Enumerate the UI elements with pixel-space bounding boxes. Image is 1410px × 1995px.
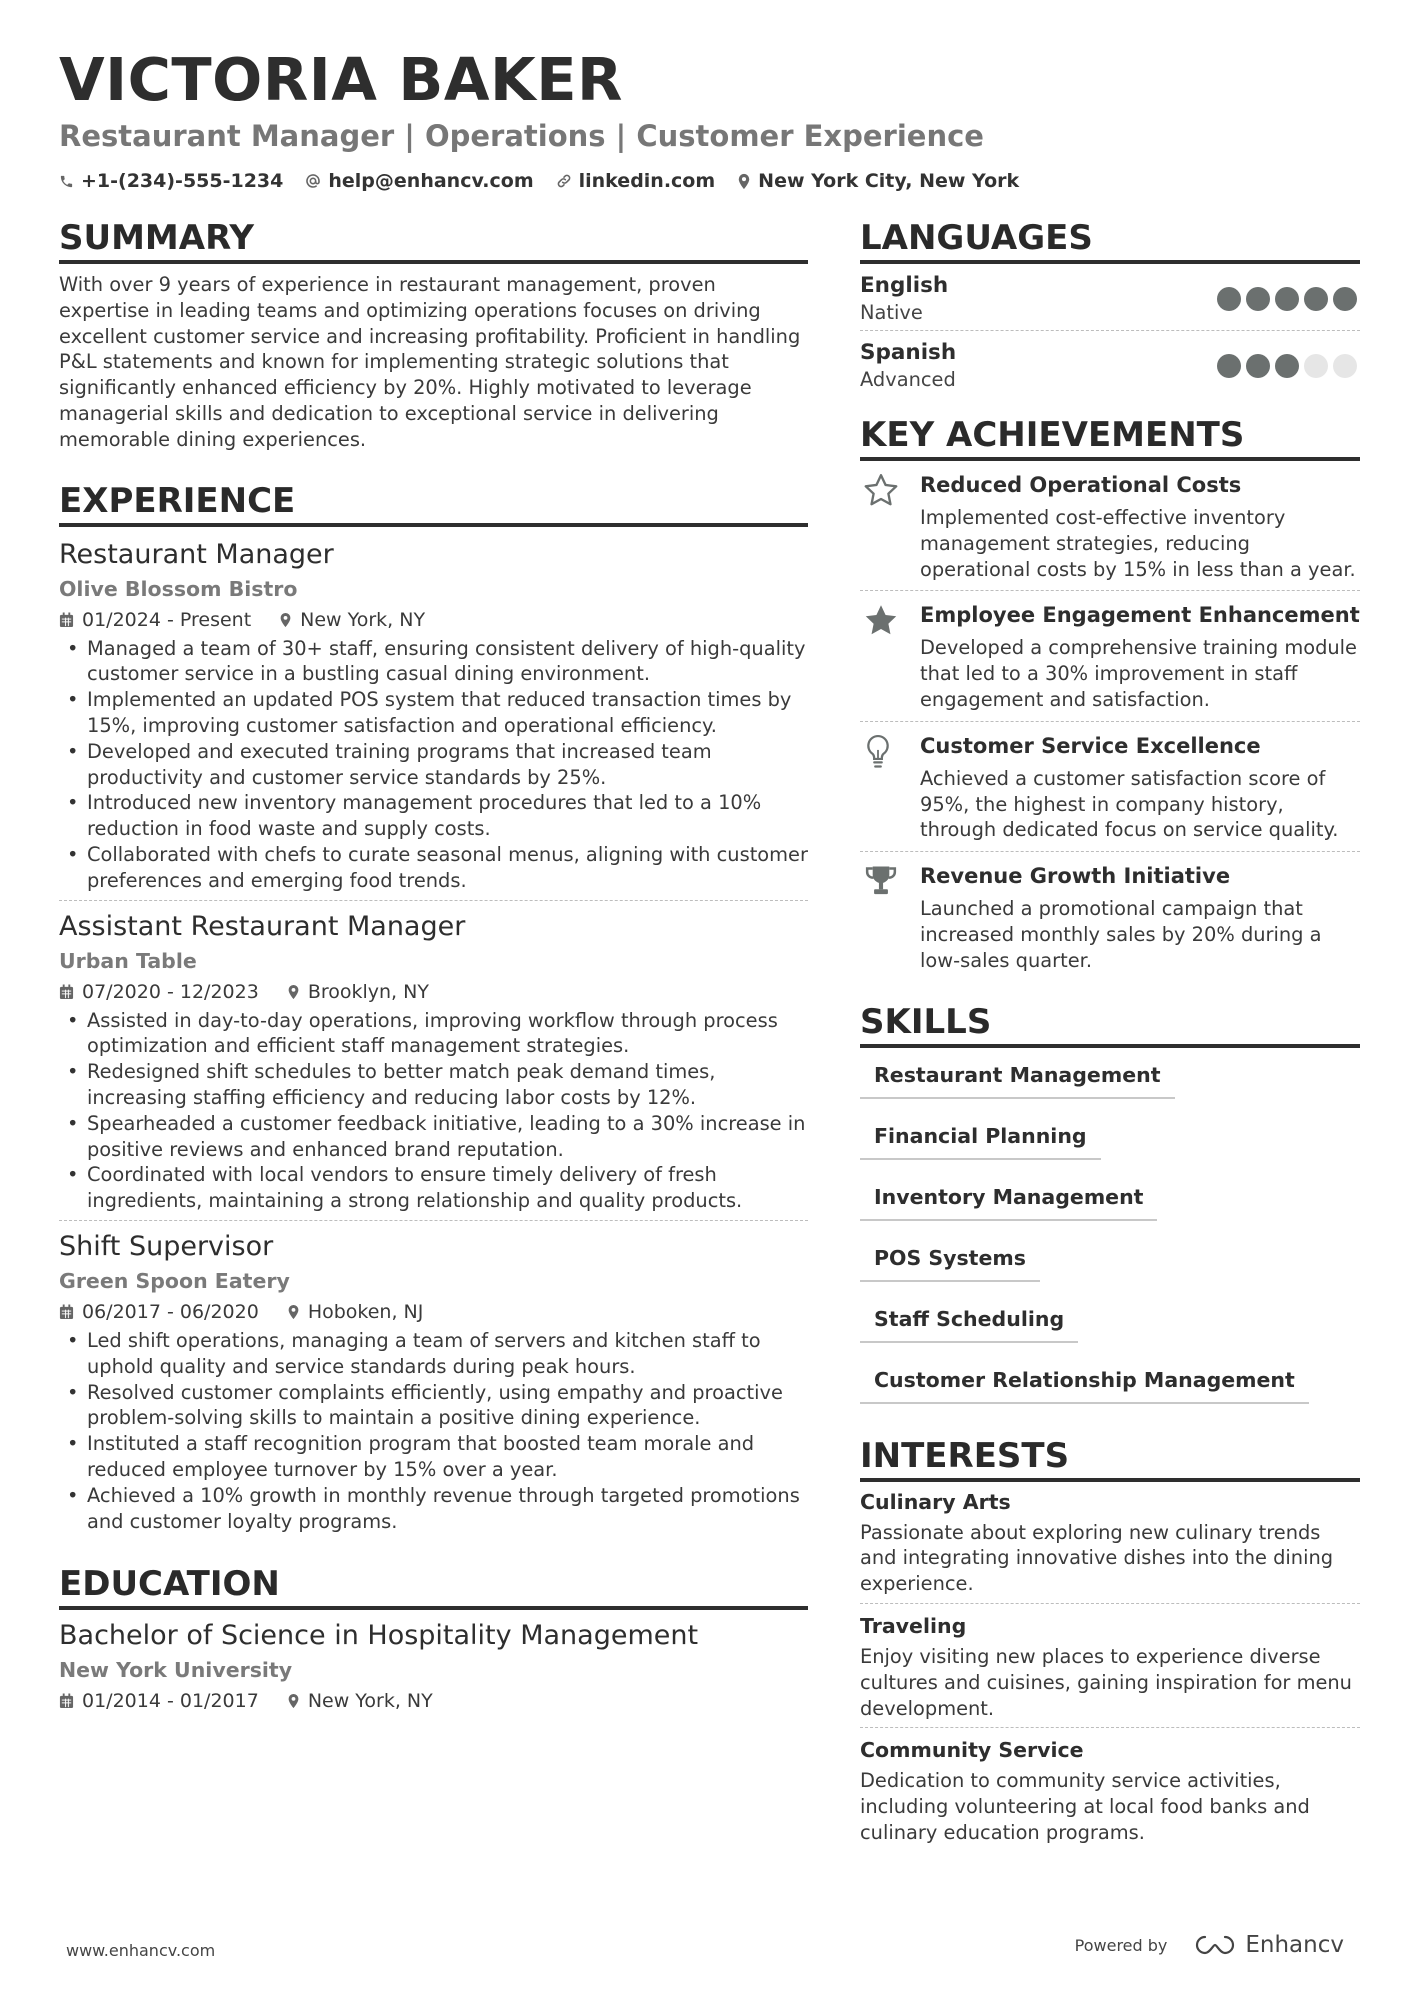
degree-title: Bachelor of Science in Hospitality Management: [59, 1620, 699, 1652]
at-icon: [305, 173, 321, 189]
education-location: [287, 1689, 433, 1713]
footer-website[interactable]: www.enhancv.com: [66, 1941, 216, 1960]
location-text: New York, NY: [307, 1690, 433, 1713]
calendar-icon: [59, 612, 74, 628]
right-column: [860, 216, 1360, 1860]
achievements-section: [860, 413, 1360, 982]
achievement-title: Revenue Growth Initiative: [920, 864, 1231, 889]
bullet-item: • Implemented an updated POS system that reduced transaction times by 15%, improving customer satisfaction and operational efficiency.: [59, 687, 808, 739]
interest-item: [860, 1736, 1360, 1851]
bullet-item: • Achieved a 10% growth in monthly revenue through targeted promotions and customer loyalty programs.: [59, 1483, 808, 1535]
education-dates: [59, 1689, 259, 1713]
language-level: Native: [860, 301, 923, 324]
job-bullets: [59, 1008, 808, 1214]
candidate-title: Restaurant Manager | Operations | Customer Experience: [59, 119, 984, 153]
rating-dot-filled: [1217, 354, 1241, 378]
job-bullets: [59, 1328, 808, 1534]
interest-title: Community Service: [860, 1738, 1084, 1763]
language-item: [860, 272, 1360, 331]
linkedin-text: linkedin.com: [578, 170, 716, 192]
calendar-icon: [59, 1693, 74, 1709]
achievement-icon-wrap: [860, 471, 920, 582]
achievement-item: [860, 732, 1360, 852]
footer-branding: [1075, 1932, 1344, 1958]
bullet-item: • Developed and executed training programs that increased team productivity and customer service standards by 25%.: [59, 739, 808, 791]
job-location: [287, 980, 429, 1004]
star-filled-icon: [863, 603, 899, 637]
job-entry: [59, 537, 808, 901]
contact-location: [737, 170, 1019, 192]
job-dates: [59, 608, 251, 632]
left-column: [59, 216, 808, 1717]
language-item: [860, 339, 1360, 397]
dates-text: 07/2020 - 12/2023: [82, 980, 259, 1003]
languages-section: [860, 216, 1360, 397]
dates-text: 01/2014 - 01/2017: [82, 1690, 259, 1713]
powered-by-text: Powered by: [1074, 1935, 1168, 1955]
skills-list: [860, 1056, 1360, 1422]
bullet-item: • Managed a team of 30+ staff, ensuring consistent delivery of high-quality customer service in a bustling casual dining environment.: [59, 636, 808, 688]
phone-icon: [59, 174, 74, 189]
bullet-item: • Led shift operations, managing a team of servers and kitchen staff to uphold quality and service standards during peak hours.: [59, 1328, 808, 1380]
job-dates: [59, 1300, 259, 1324]
achievement-icon-wrap: [860, 732, 920, 843]
skill-tag: Staff Scheduling: [860, 1300, 1078, 1343]
rating-dot-filled: [1246, 354, 1270, 378]
interests-section: [860, 1434, 1360, 1852]
interest-desc: Enjoy visiting new places to experience diverse cultures and cuisines, gaining inspiration for menu development.: [860, 1644, 1352, 1720]
education-heading: EDUCATION: [59, 1562, 808, 1610]
rating-dot-filled: [1333, 287, 1357, 311]
bullet-item: • Spearheaded a customer feedback initiative, leading to a 30% increase in positive reviews and enhanced brand reputation.: [59, 1111, 808, 1163]
language-name: Spanish: [860, 340, 957, 365]
dates-text: 06/2017 - 06/2020: [82, 1300, 259, 1323]
company-name: Olive Blossom Bistro: [59, 576, 298, 601]
job-bullets: [59, 636, 808, 894]
job-title: Assistant Restaurant Manager: [59, 910, 466, 942]
interest-title: Culinary Arts: [860, 1489, 1011, 1514]
achievement-desc: Launched a promotional campaign that increased monthly sales by 20% during a low-sales quarter.: [920, 897, 1322, 972]
achievement-item: [860, 601, 1360, 721]
brand-logo[interactable]: [1193, 1932, 1344, 1958]
interest-desc: Passionate about exploring new culinary trends and integrating innovative dishes into the dining experience.: [860, 1520, 1334, 1596]
job-title: Restaurant Manager: [59, 538, 334, 570]
bullet-item: • Assisted in day-to-day operations, improving workflow through process optimization and efficient staff management strategies.: [59, 1008, 808, 1060]
location-pin-icon: [737, 173, 751, 190]
achievement-title: Employee Engagement Enhancement: [920, 603, 1360, 628]
education-meta: [59, 1689, 808, 1713]
rating-dot-filled: [1217, 287, 1241, 311]
rating-dot-filled: [1275, 354, 1299, 378]
star-outline-icon: [863, 473, 899, 507]
achievement-title: Reduced Operational Costs: [920, 473, 1242, 497]
proficiency-dots: [1212, 354, 1357, 378]
job-meta: [59, 1300, 808, 1324]
school-name: New York University: [59, 1658, 293, 1683]
interest-title: Traveling: [860, 1613, 967, 1638]
experience-heading: EXPERIENCE: [59, 479, 808, 527]
lightbulb-icon: [863, 734, 893, 770]
company-name: Urban Table: [59, 948, 197, 973]
enhancv-logo-icon: [1193, 1934, 1237, 1956]
achievement-desc: Developed a comprehensive training module that led to a 30% improvement in staff engagement and satisfaction.: [920, 636, 1357, 711]
contact-email[interactable]: [305, 170, 533, 192]
resume-header: [59, 44, 1359, 192]
achievement-icon-wrap: [860, 862, 920, 973]
achievement-icon-wrap: [860, 601, 920, 712]
language-name: English: [860, 273, 949, 298]
candidate-name: VICTORIA BAKER: [59, 45, 623, 114]
skill-tag: POS Systems: [860, 1239, 1040, 1282]
location-pin-icon: [287, 1693, 300, 1709]
skill-tag: Customer Relationship Management: [860, 1361, 1309, 1404]
skills-heading: SKILLS: [860, 1000, 1360, 1048]
location-text: New York City, New York: [758, 170, 1020, 192]
location-text: Brooklyn, NY: [307, 980, 429, 1003]
language-level: Advanced: [860, 368, 956, 391]
job-meta: [59, 608, 808, 632]
languages-heading: LANGUAGES: [860, 216, 1360, 264]
location-pin-icon: [287, 984, 300, 1000]
location-pin-icon: [279, 612, 292, 628]
contact-phone[interactable]: [59, 170, 283, 192]
phone-text: +1-(234)-555-1234: [81, 170, 284, 192]
rating-dot-empty: [1333, 354, 1357, 378]
job-title: Shift Supervisor: [59, 1230, 274, 1262]
skill-tag: Restaurant Management: [860, 1056, 1175, 1099]
contact-bar: [59, 170, 1359, 192]
brand-name: Enhancv: [1245, 1932, 1344, 1958]
achievements-heading: KEY ACHIEVEMENTS: [860, 413, 1360, 461]
interest-item: [860, 1488, 1360, 1604]
achievement-desc: Implemented cost-effective inventory management strategies, reducing operational costs by 15% in less than a year.: [920, 506, 1356, 581]
summary-text: With over 9 years of experience in restaurant management, proven expertise in leading teams and optimizing operations focuses on driving excellent customer service and increasing profitability. Proficient in handling P&L statements and known for implementing strategic solutions that significantly enhanced efficiency by 20%. Highly motivated to leverage managerial skills and dedication to exceptional service in delivering memorable dining experiences.: [59, 273, 801, 451]
achievement-item: [860, 471, 1360, 591]
proficiency-dots: [1212, 287, 1357, 311]
skill-tag: Financial Planning: [860, 1117, 1101, 1160]
calendar-icon: [59, 1304, 74, 1320]
interest-item: [860, 1612, 1360, 1728]
achievement-item: [860, 862, 1360, 981]
skill-tag: Inventory Management: [860, 1178, 1157, 1221]
rating-dot-filled: [1275, 287, 1299, 311]
bullet-item: • Instituted a staff recognition program that boosted team morale and reduced employee turnover by 15% over a year.: [59, 1431, 808, 1483]
job-location: [287, 1300, 424, 1324]
email-text: help@enhancv.com: [328, 170, 534, 192]
skills-section: [860, 1000, 1360, 1422]
location-text: New York, NY: [300, 608, 426, 631]
education-section: [59, 1562, 808, 1713]
job-entry: [59, 1229, 808, 1540]
job-location: [279, 608, 425, 632]
link-icon: [556, 173, 572, 189]
bullet-item: • Introduced new inventory management procedures that led to a 10% reduction in food waste and supply costs.: [59, 790, 808, 842]
dates-text: 01/2024 - Present: [82, 608, 252, 631]
achievement-title: Customer Service Excellence: [920, 733, 1261, 758]
summary-section: [59, 216, 808, 453]
job-entry: [59, 909, 808, 1221]
trophy-icon: [863, 864, 899, 898]
interests-heading: INTERESTS: [860, 1434, 1360, 1482]
rating-dot-empty: [1304, 354, 1328, 378]
bullet-item: • Redesigned shift schedules to better match peak demand times, increasing staffing efficiency and reducing labor costs by 12%.: [59, 1059, 808, 1111]
achievement-desc: Achieved a customer satisfaction score of 95%, the highest in company history, through dedicated focus on service quality.: [920, 766, 1339, 842]
calendar-icon: [59, 984, 74, 1000]
job-meta: [59, 980, 808, 1004]
location-text: Hoboken, NJ: [307, 1300, 424, 1323]
rating-dot-filled: [1304, 287, 1328, 311]
rating-dot-filled: [1246, 287, 1270, 311]
contact-linkedin[interactable]: [556, 170, 716, 192]
bullet-item: • Collaborated with chefs to curate seasonal menus, aligning with customer preferences and emerging food trends.: [59, 842, 808, 894]
summary-heading: SUMMARY: [59, 216, 808, 264]
location-pin-icon: [287, 1304, 300, 1320]
job-dates: [59, 980, 259, 1004]
experience-section: [59, 479, 808, 1541]
company-name: Green Spoon Eatery: [59, 1268, 290, 1293]
bullet-item: • Coordinated with local vendors to ensure timely delivery of fresh ingredients, maintaining a strong relationship and quality products.: [59, 1162, 808, 1214]
interest-desc: Dedication to community service activities, including volunteering at local food banks and culinary education programs.: [860, 1769, 1310, 1844]
bullet-item: • Resolved customer complaints efficiently, using empathy and proactive problem-solving skills to maintain a positive dining experience.: [59, 1380, 808, 1432]
